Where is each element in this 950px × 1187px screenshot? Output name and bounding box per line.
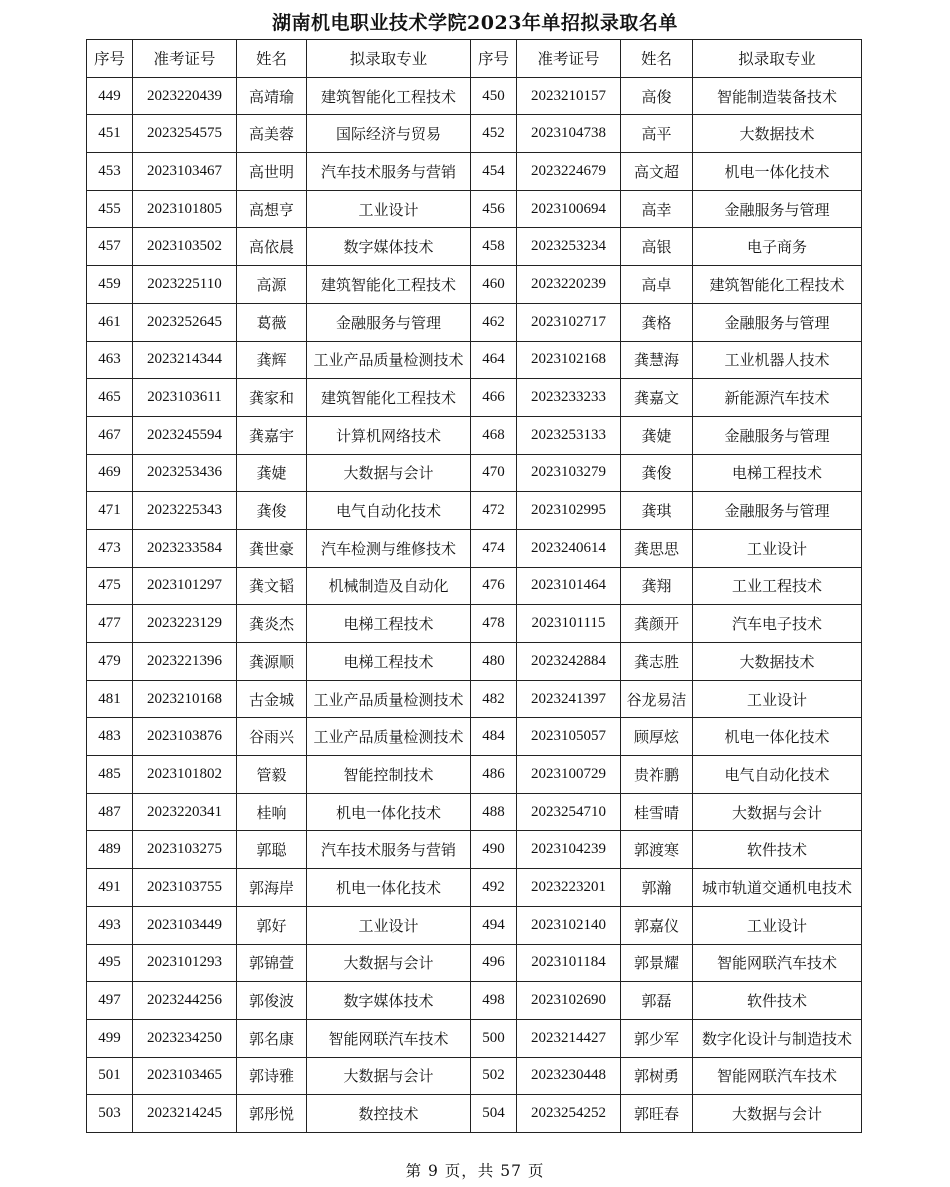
name-cell: 高文超 — [621, 153, 693, 191]
name-cell: 龚嘉宇 — [237, 416, 307, 454]
table-row — [87, 379, 862, 417]
seq-cell: 459 — [87, 266, 133, 304]
major-cell: 城市轨道交通机电技术 — [693, 869, 862, 907]
name-cell: 龚俊 — [237, 492, 307, 530]
major-cell: 金融服务与管理 — [693, 416, 862, 454]
major-cell: 电梯工程技术 — [307, 643, 471, 681]
seq-cell: 467 — [87, 416, 133, 454]
seq-cell: 461 — [87, 303, 133, 341]
seq-cell: 455 — [87, 190, 133, 228]
header-major: 拟录取专业 — [693, 40, 862, 78]
exam-id-cell: 2023253133 — [517, 416, 621, 454]
major-cell: 大数据技术 — [693, 643, 862, 681]
name-cell: 龚文韬 — [237, 567, 307, 605]
seq-cell: 491 — [87, 869, 133, 907]
seq-cell: 503 — [87, 1095, 133, 1133]
name-cell: 郭海岸 — [237, 869, 307, 907]
exam-id-cell: 2023101184 — [517, 944, 621, 982]
name-cell: 古金城 — [237, 680, 307, 718]
seq-cell: 475 — [87, 567, 133, 605]
major-cell: 大数据与会计 — [307, 454, 471, 492]
exam-id-cell: 2023244256 — [133, 982, 237, 1020]
major-cell: 建筑智能化工程技术 — [693, 266, 862, 304]
exam-id-cell: 2023240614 — [517, 529, 621, 567]
exam-id-cell: 2023224679 — [517, 153, 621, 191]
major-cell: 数控技术 — [307, 1095, 471, 1133]
major-cell: 智能制造装备技术 — [693, 77, 862, 115]
table-row — [87, 756, 862, 794]
header-name: 姓名 — [237, 40, 307, 78]
major-cell: 工业设计 — [693, 680, 862, 718]
name-cell: 龚炎杰 — [237, 605, 307, 643]
name-cell: 高世明 — [237, 153, 307, 191]
seq-cell: 463 — [87, 341, 133, 379]
seq-cell: 479 — [87, 643, 133, 681]
seq-cell: 493 — [87, 906, 133, 944]
major-cell: 机电一体化技术 — [307, 869, 471, 907]
seq-cell: 452 — [471, 115, 517, 153]
name-cell: 高靖瑜 — [237, 77, 307, 115]
table-header-row — [87, 40, 862, 78]
table-row — [87, 492, 862, 530]
major-cell: 建筑智能化工程技术 — [307, 379, 471, 417]
seq-cell: 489 — [87, 831, 133, 869]
exam-id-cell: 2023242884 — [517, 643, 621, 681]
exam-id-cell: 2023105057 — [517, 718, 621, 756]
seq-cell: 492 — [471, 869, 517, 907]
table-row — [87, 982, 862, 1020]
name-cell: 龚婕 — [237, 454, 307, 492]
major-cell: 数字媒体技术 — [307, 982, 471, 1020]
header-seq: 序号 — [471, 40, 517, 78]
name-cell: 高卓 — [621, 266, 693, 304]
seq-cell: 451 — [87, 115, 133, 153]
exam-id-cell: 2023103876 — [133, 718, 237, 756]
header-major: 拟录取专业 — [307, 40, 471, 78]
major-cell: 大数据与会计 — [693, 793, 862, 831]
major-cell: 电梯工程技术 — [693, 454, 862, 492]
major-cell: 金融服务与管理 — [693, 303, 862, 341]
name-cell: 高依晨 — [237, 228, 307, 266]
name-cell: 郭聪 — [237, 831, 307, 869]
name-cell: 龚辉 — [237, 341, 307, 379]
major-cell: 机电一体化技术 — [693, 153, 862, 191]
exam-id-cell: 2023220239 — [517, 266, 621, 304]
exam-id-cell: 2023104239 — [517, 831, 621, 869]
major-cell: 工业机器人技术 — [693, 341, 862, 379]
name-cell: 高平 — [621, 115, 693, 153]
name-cell: 高幸 — [621, 190, 693, 228]
seq-cell: 483 — [87, 718, 133, 756]
name-cell: 高俊 — [621, 77, 693, 115]
name-cell: 郭俊波 — [237, 982, 307, 1020]
major-cell: 工业产品质量检测技术 — [307, 718, 471, 756]
exam-id-cell: 2023100694 — [517, 190, 621, 228]
table-row — [87, 454, 862, 492]
exam-id-cell: 2023103467 — [133, 153, 237, 191]
major-cell: 电梯工程技术 — [307, 605, 471, 643]
major-cell: 数字化设计与制造技术 — [693, 1019, 862, 1057]
name-cell: 郭景耀 — [621, 944, 693, 982]
seq-cell: 480 — [471, 643, 517, 681]
seq-cell: 478 — [471, 605, 517, 643]
exam-id-cell: 2023220341 — [133, 793, 237, 831]
name-cell: 龚婕 — [621, 416, 693, 454]
exam-id-cell: 2023241397 — [517, 680, 621, 718]
major-cell: 工业设计 — [693, 906, 862, 944]
table-row — [87, 1095, 862, 1133]
exam-id-cell: 2023104738 — [517, 115, 621, 153]
major-cell: 工业产品质量检测技术 — [307, 341, 471, 379]
exam-id-cell: 2023252645 — [133, 303, 237, 341]
exam-id-cell: 2023223129 — [133, 605, 237, 643]
name-cell: 谷龙易洁 — [621, 680, 693, 718]
seq-cell: 482 — [471, 680, 517, 718]
exam-id-cell: 2023253436 — [133, 454, 237, 492]
exam-id-cell: 2023234250 — [133, 1019, 237, 1057]
seq-cell: 496 — [471, 944, 517, 982]
name-cell: 郭少军 — [621, 1019, 693, 1057]
seq-cell: 469 — [87, 454, 133, 492]
name-cell: 龚思思 — [621, 529, 693, 567]
seq-cell: 474 — [471, 529, 517, 567]
major-cell: 国际经济与贸易 — [307, 115, 471, 153]
name-cell: 龚嘉文 — [621, 379, 693, 417]
exam-id-cell: 2023233233 — [517, 379, 621, 417]
table-row — [87, 680, 862, 718]
seq-cell: 476 — [471, 567, 517, 605]
table-row — [87, 416, 862, 454]
exam-id-cell: 2023220439 — [133, 77, 237, 115]
major-cell: 数字媒体技术 — [307, 228, 471, 266]
table-row — [87, 718, 862, 756]
major-cell: 智能网联汽车技术 — [307, 1019, 471, 1057]
exam-id-cell: 2023103502 — [133, 228, 237, 266]
name-cell: 高美蓉 — [237, 115, 307, 153]
table-row — [87, 643, 862, 681]
table-row — [87, 906, 862, 944]
seq-cell: 490 — [471, 831, 517, 869]
exam-id-cell: 2023101802 — [133, 756, 237, 794]
name-cell: 郭名康 — [237, 1019, 307, 1057]
seq-cell: 449 — [87, 77, 133, 115]
seq-cell: 504 — [471, 1095, 517, 1133]
exam-id-cell: 2023102995 — [517, 492, 621, 530]
seq-cell: 465 — [87, 379, 133, 417]
major-cell: 机械制造及自动化 — [307, 567, 471, 605]
seq-cell: 450 — [471, 77, 517, 115]
exam-id-cell: 2023253234 — [517, 228, 621, 266]
major-cell: 建筑智能化工程技术 — [307, 77, 471, 115]
major-cell: 机电一体化技术 — [307, 793, 471, 831]
table-row — [87, 303, 862, 341]
seq-cell: 456 — [471, 190, 517, 228]
major-cell: 机电一体化技术 — [693, 718, 862, 756]
seq-cell: 497 — [87, 982, 133, 1020]
major-cell: 汽车技术服务与营销 — [307, 831, 471, 869]
major-cell: 汽车电子技术 — [693, 605, 862, 643]
exam-id-cell: 2023101464 — [517, 567, 621, 605]
seq-cell: 481 — [87, 680, 133, 718]
table-body — [87, 77, 862, 1132]
seq-cell: 488 — [471, 793, 517, 831]
major-cell: 工业产品质量检测技术 — [307, 680, 471, 718]
exam-id-cell: 2023100729 — [517, 756, 621, 794]
exam-id-cell: 2023214245 — [133, 1095, 237, 1133]
seq-cell: 472 — [471, 492, 517, 530]
name-cell: 郭磊 — [621, 982, 693, 1020]
major-cell: 工业设计 — [307, 190, 471, 228]
seq-cell: 485 — [87, 756, 133, 794]
header-name: 姓名 — [621, 40, 693, 78]
exam-id-cell: 2023103275 — [133, 831, 237, 869]
seq-cell: 501 — [87, 1057, 133, 1095]
seq-cell: 458 — [471, 228, 517, 266]
table-row — [87, 1019, 862, 1057]
exam-id-cell: 2023103611 — [133, 379, 237, 417]
name-cell: 郭诗雅 — [237, 1057, 307, 1095]
table-row — [87, 153, 862, 191]
exam-id-cell: 2023225343 — [133, 492, 237, 530]
major-cell: 智能网联汽车技术 — [693, 944, 862, 982]
major-cell: 电子商务 — [693, 228, 862, 266]
exam-id-cell: 2023103449 — [133, 906, 237, 944]
seq-cell: 470 — [471, 454, 517, 492]
exam-id-cell: 2023103465 — [133, 1057, 237, 1095]
exam-id-cell: 2023101805 — [133, 190, 237, 228]
major-cell: 建筑智能化工程技术 — [307, 266, 471, 304]
seq-cell: 477 — [87, 605, 133, 643]
seq-cell: 494 — [471, 906, 517, 944]
name-cell: 管毅 — [237, 756, 307, 794]
major-cell: 大数据与会计 — [307, 1057, 471, 1095]
major-cell: 电气自动化技术 — [693, 756, 862, 794]
seq-cell: 502 — [471, 1057, 517, 1095]
exam-id-cell: 2023102140 — [517, 906, 621, 944]
major-cell: 汽车检测与维修技术 — [307, 529, 471, 567]
seq-cell: 500 — [471, 1019, 517, 1057]
name-cell: 龚格 — [621, 303, 693, 341]
exam-id-cell: 2023102717 — [517, 303, 621, 341]
name-cell: 高源 — [237, 266, 307, 304]
name-cell: 郭好 — [237, 906, 307, 944]
header-seq: 序号 — [87, 40, 133, 78]
name-cell: 郭旺春 — [621, 1095, 693, 1133]
table-row — [87, 944, 862, 982]
exam-id-cell: 2023101293 — [133, 944, 237, 982]
name-cell: 龚颜开 — [621, 605, 693, 643]
major-cell: 软件技术 — [693, 982, 862, 1020]
name-cell: 谷雨兴 — [237, 718, 307, 756]
seq-cell: 466 — [471, 379, 517, 417]
table-row — [87, 1057, 862, 1095]
seq-cell: 495 — [87, 944, 133, 982]
exam-id-cell: 2023103755 — [133, 869, 237, 907]
seq-cell: 457 — [87, 228, 133, 266]
table-row — [87, 115, 862, 153]
table-row — [87, 190, 862, 228]
table-row — [87, 869, 862, 907]
exam-id-cell: 2023101115 — [517, 605, 621, 643]
table-row — [87, 605, 862, 643]
major-cell: 汽车技术服务与营销 — [307, 153, 471, 191]
seq-cell: 473 — [87, 529, 133, 567]
seq-cell: 462 — [471, 303, 517, 341]
exam-id-cell: 2023210168 — [133, 680, 237, 718]
name-cell: 郭彤悦 — [237, 1095, 307, 1133]
admission-table — [86, 39, 862, 1133]
name-cell: 高银 — [621, 228, 693, 266]
name-cell: 贵祚鹏 — [621, 756, 693, 794]
seq-cell: 468 — [471, 416, 517, 454]
name-cell: 高想亨 — [237, 190, 307, 228]
seq-cell: 484 — [471, 718, 517, 756]
header-exam-id: 准考证号 — [517, 40, 621, 78]
major-cell: 金融服务与管理 — [693, 190, 862, 228]
seq-cell: 454 — [471, 153, 517, 191]
exam-id-cell: 2023102690 — [517, 982, 621, 1020]
name-cell: 龚慧海 — [621, 341, 693, 379]
seq-cell: 453 — [87, 153, 133, 191]
name-cell: 龚家和 — [237, 379, 307, 417]
exam-id-cell: 2023254575 — [133, 115, 237, 153]
major-cell: 工业设计 — [693, 529, 862, 567]
major-cell: 智能控制技术 — [307, 756, 471, 794]
name-cell: 郭瀚 — [621, 869, 693, 907]
major-cell: 软件技术 — [693, 831, 862, 869]
seq-cell: 487 — [87, 793, 133, 831]
seq-cell: 499 — [87, 1019, 133, 1057]
name-cell: 郭嘉仪 — [621, 906, 693, 944]
table-row — [87, 831, 862, 869]
major-cell: 智能网联汽车技术 — [693, 1057, 862, 1095]
name-cell: 葛薇 — [237, 303, 307, 341]
exam-id-cell: 2023230448 — [517, 1057, 621, 1095]
name-cell: 桂雪晴 — [621, 793, 693, 831]
name-cell: 顾厚炫 — [621, 718, 693, 756]
major-cell: 新能源汽车技术 — [693, 379, 862, 417]
seq-cell: 464 — [471, 341, 517, 379]
exam-id-cell: 2023254710 — [517, 793, 621, 831]
table-row — [87, 793, 862, 831]
table-row — [87, 228, 862, 266]
major-cell: 工业设计 — [307, 906, 471, 944]
header-exam-id: 准考证号 — [133, 40, 237, 78]
exam-id-cell: 2023225110 — [133, 266, 237, 304]
name-cell: 郭渡寒 — [621, 831, 693, 869]
name-cell: 龚翔 — [621, 567, 693, 605]
major-cell: 金融服务与管理 — [693, 492, 862, 530]
exam-id-cell: 2023254252 — [517, 1095, 621, 1133]
name-cell: 龚世豪 — [237, 529, 307, 567]
seq-cell: 498 — [471, 982, 517, 1020]
name-cell: 龚源顺 — [237, 643, 307, 681]
table-row — [87, 341, 862, 379]
name-cell: 龚俊 — [621, 454, 693, 492]
major-cell: 金融服务与管理 — [307, 303, 471, 341]
page-number: 第 9 页，共 57 页 — [405, 1162, 545, 1180]
table-row — [87, 567, 862, 605]
exam-id-cell: 2023214344 — [133, 341, 237, 379]
seq-cell: 486 — [471, 756, 517, 794]
major-cell: 计算机网络技术 — [307, 416, 471, 454]
major-cell: 大数据技术 — [693, 115, 862, 153]
exam-id-cell: 2023221396 — [133, 643, 237, 681]
name-cell: 龚志胜 — [621, 643, 693, 681]
table-row — [87, 529, 862, 567]
exam-id-cell: 2023223201 — [517, 869, 621, 907]
exam-id-cell: 2023210157 — [517, 77, 621, 115]
name-cell: 郭树勇 — [621, 1057, 693, 1095]
table-row — [87, 77, 862, 115]
major-cell: 工业工程技术 — [693, 567, 862, 605]
table-row — [87, 266, 862, 304]
page-title: 湖南机电职业技术学院2023年单招拟录取名单 — [272, 12, 678, 34]
seq-cell: 471 — [87, 492, 133, 530]
major-cell: 大数据与会计 — [693, 1095, 862, 1133]
major-cell: 大数据与会计 — [307, 944, 471, 982]
name-cell: 郭锦萱 — [237, 944, 307, 982]
exam-id-cell: 2023103279 — [517, 454, 621, 492]
exam-id-cell: 2023102168 — [517, 341, 621, 379]
major-cell: 电气自动化技术 — [307, 492, 471, 530]
exam-id-cell: 2023101297 — [133, 567, 237, 605]
exam-id-cell: 2023214427 — [517, 1019, 621, 1057]
seq-cell: 460 — [471, 266, 517, 304]
exam-id-cell: 2023245594 — [133, 416, 237, 454]
exam-id-cell: 2023233584 — [133, 529, 237, 567]
name-cell: 桂响 — [237, 793, 307, 831]
name-cell: 龚琪 — [621, 492, 693, 530]
